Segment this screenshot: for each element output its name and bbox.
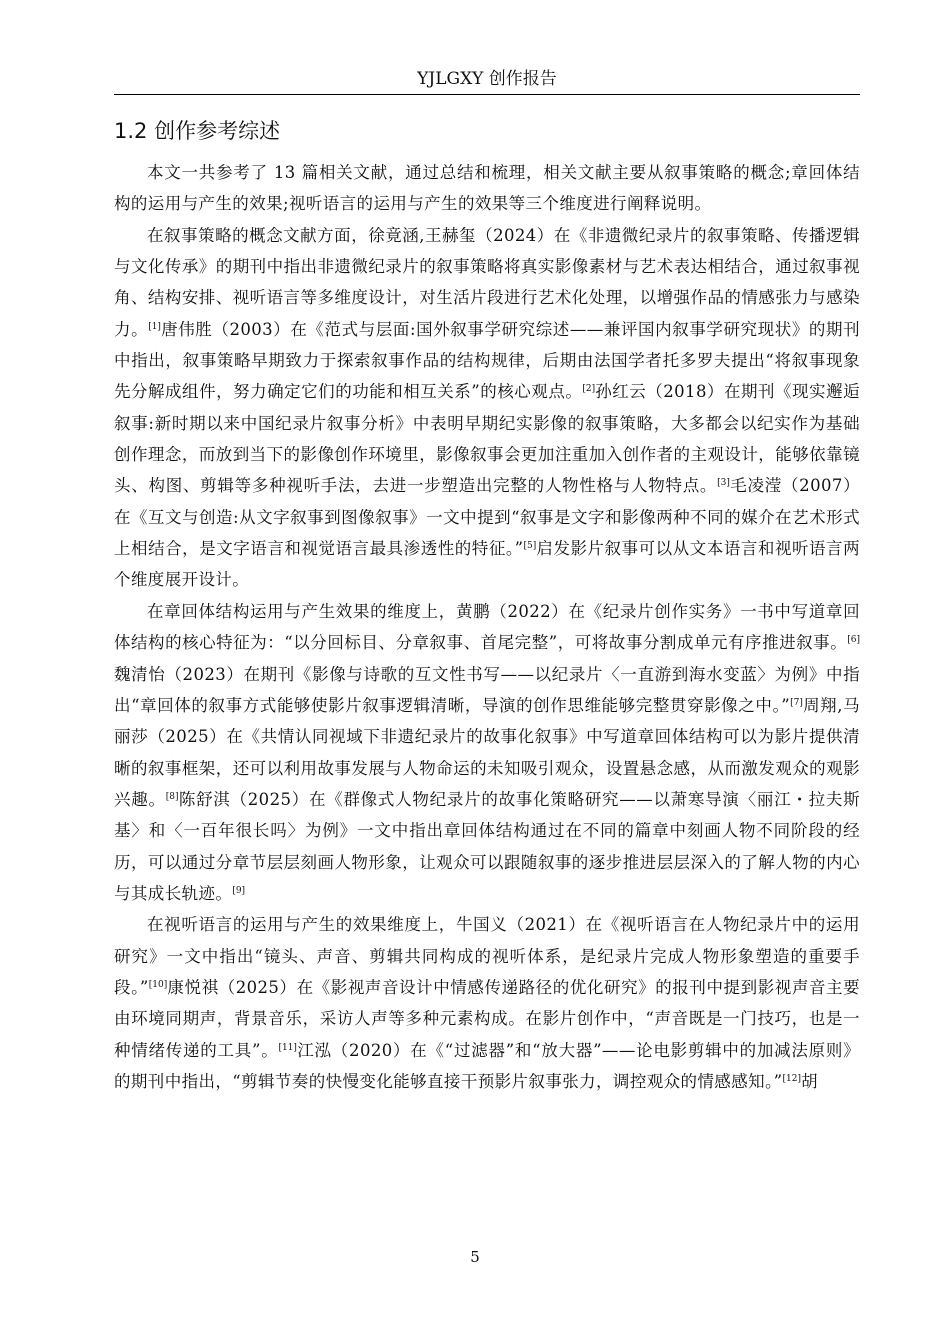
citation-marker: [5] xyxy=(523,541,537,552)
text-run: 康悦祺（2025）在《影视声音设计中情感传递路径的优化研究》的报刊中提到影视声音主要由环境同期声，背景音乐，采访人声等多种元素构成。在影片创作中，“声音既是一门技巧，也是一种情绪传递的工具”。 xyxy=(114,977,860,1060)
citation-marker: [11] xyxy=(278,1042,297,1053)
text-run: 启发影片叙事可以从文本语言和视听语言两个维度展开设计。 xyxy=(114,539,860,590)
citation-marker: [2] xyxy=(582,384,596,395)
text-run: 胡 xyxy=(801,1071,818,1091)
paragraph-audiovisual-language xyxy=(114,909,860,1097)
citation-marker: [9] xyxy=(232,885,246,896)
text-run: 本文一共参考了 13 篇相关文献，通过总结和梳理，相关文献主要从叙事策略的概念;章回体结构的运用与产生的效果;视听语言的运用与产生的效果等三个维度进行阐释说明。 xyxy=(114,163,860,214)
citation-marker: [10] xyxy=(148,979,168,990)
text-run: 在章回体结构运用与产生效果的维度上，黄鹏（2022）在《纪录片创作实务》一书中写道章回体结构的核心特征为：“以分回标目、分章叙事、首尾完整”，可将故事分割成单元有序推进叙事。 xyxy=(114,601,860,653)
citation-marker: [8] xyxy=(165,791,179,802)
body-text xyxy=(114,157,860,1097)
text-run: 在叙事策略的概念文献方面，徐竟涵,王赫玺（2024）在《非遗微纪录片的叙事策略、传播逻辑与文化传承》的期刊中指出非遗微纪录片的叙事策略将真实影像素材与艺术表达相结合，通过叙事视角、结构安排、视听语言等多维度设计，对生活片段进行艺术化处理，以增强作品的情感张力与感染力。 xyxy=(114,225,860,339)
citation-marker: [6] xyxy=(847,635,860,646)
text-run: 唐伟胜（2003）在《范式与层面:国外叙事学研究综述——兼评国内叙事学研究现状》的期刊中指出，叙事策略早期致力于探索叙事作品的结构规律，后期由法国学者托多罗夫提出“将叙事现象先分解成组件，努力确定它们的功能和相互关系”的核心观点。 xyxy=(114,319,860,402)
paragraph-overview xyxy=(114,157,860,220)
text-run: 在视听语言的运用与产生的效果维度上，牛国义（2021）在《视听语言在人物纪录片中的运用研究》一文中指出“镜头、声音、剪辑共同构成的视听体系，是纪录片完成人物形象塑造的重要手段。” xyxy=(114,915,860,997)
paragraph-chapter-structure xyxy=(114,596,860,909)
text-run: 周翔,马丽莎（2025）在《共情认同视域下非遗纪录片的故事化叙事》中写道章回体结构可以为影片提供清晰的叙事框架，还可以利用故事发展与人物命运的未知吸引观众，设置悬念感，从而激发观众的观影兴趣。 xyxy=(114,695,860,809)
citation-marker: [3] xyxy=(717,478,730,489)
text-run: 孙红云（2018）在期刊《现实邂逅叙事:新时期以来中国纪录片叙事分析》中表明早期纪实影像的叙事策略，大多都会以纪实作为基础创作理念，而放到当下的影像创作环境里，影像叙事会更加注重加入创作者的主观设计，能够依靠镜头、构图、剪辑等多种视听手法，去进一步塑造出完整的人物性格与人物特点。 xyxy=(114,382,860,496)
text-run: 毛凌滢（2007）在《互文与创造:从文字叙事到图像叙事》一文中提到“叙事是文字和影像两种不同的媒介在艺术形式上相结合，是文字语言和视觉语言最具渗透性的特征。” xyxy=(114,476,861,559)
citation-marker: [7] xyxy=(790,697,803,708)
paragraph-narrative-strategy xyxy=(114,220,860,596)
text-run: 魏清怡（2023）在期刊《影像与诗歌的互文性书写——以纪录片〈一直游到海水变蓝〉为例》中指出“章回体的叙事方式能够使影片叙事逻辑清晰，导演的创作思维能够完整贯穿影像之中。” xyxy=(114,664,860,715)
section-heading: 1.2 创作参考综述 xyxy=(114,119,281,143)
header-title: YJLGXY 创作报告 xyxy=(417,69,557,89)
citation-marker: [12] xyxy=(782,1073,802,1084)
page-number: 5 xyxy=(470,1248,480,1266)
running-header xyxy=(114,64,860,95)
citation-marker: [1] xyxy=(148,321,161,332)
text-run: 江泓（2020）在《“过滤器”和“放大器”——论电影剪辑中的加减法原则》的期刊中指出，“剪辑节奏的快慢变化能够直接干预影片叙事张力，调控观众的情感感知。” xyxy=(114,1040,861,1091)
text-run: 陈舒淇（2025）在《群像式人物纪录片的故事化策略研究——以萧寒导演〈丽江・拉夫斯基〉和〈一百年很长吗〉为例》一文中指出章回体结构通过在不同的篇章中刻画人物不同阶段的经历，可以通过分章节层层刻画人物形象，让观众可以跟随叙事的逐步推进层层深入的了解人物的内心与其成长轨迹。 xyxy=(114,789,860,903)
